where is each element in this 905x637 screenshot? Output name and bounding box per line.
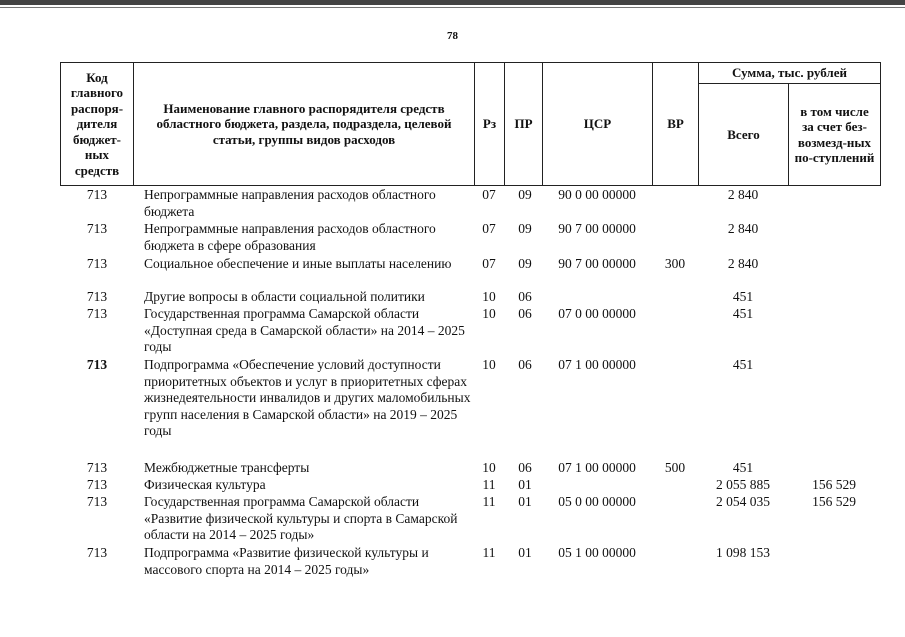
cell-code: 713 xyxy=(86,477,108,492)
cell-code: 713 xyxy=(86,357,108,372)
cell-name: Межбюджетные трансферты xyxy=(144,460,310,475)
cell-total: 2 840 xyxy=(727,187,759,202)
cell-csr: 07 0 00 00000 xyxy=(558,306,636,321)
cell-total: 2 840 xyxy=(727,256,759,271)
cell-pr: 01 xyxy=(518,545,532,560)
header-csr: ЦСР xyxy=(542,62,653,186)
header-sum: Сумма, тыс. рублей xyxy=(698,62,881,84)
cell-pr: 09 xyxy=(518,187,532,202)
cell-pr: 06 xyxy=(518,460,532,475)
cell-name: Непрограммные направления расходов областного бюджета xyxy=(144,187,436,219)
cell-total: 451 xyxy=(732,460,754,475)
cell-name: Непрограммные направления расходов областного бюджета в сфере образования xyxy=(144,221,436,253)
cell-name: Физическая культура xyxy=(144,477,266,492)
cell-csr: 07 1 00 00000 xyxy=(558,357,636,372)
cell-code: 713 xyxy=(86,494,108,509)
header-code: Код главного распоря-дителя бюджет-ных средств xyxy=(60,62,134,186)
cell-code: 713 xyxy=(86,221,108,236)
cell-rz: 07 xyxy=(482,221,496,236)
cell-name: Государственная программа Самарской области «Доступная среда в Самарской области» на 2014 – 2025 годы xyxy=(144,306,465,354)
cell-rz: 10 xyxy=(482,306,496,321)
cell-csr: 07 1 00 00000 xyxy=(558,460,636,475)
cell-pr: 09 xyxy=(518,221,532,236)
cell-name: Государственная программа Самарской области «Развитие физической культуры и спорта в Самарской области на 2014 – 2025 годы» xyxy=(144,494,458,542)
top-border-line xyxy=(0,0,905,5)
header-pr: ПР xyxy=(504,62,543,186)
cell-name: Другие вопросы в области социальной политики xyxy=(144,289,425,304)
cell-total: 451 xyxy=(732,357,754,372)
cell-rz: 07 xyxy=(482,256,496,271)
header-name: Наименование главного распорядителя средств областного бюджета, раздела, подраздела, целевой статьи, группы видов расходов xyxy=(133,62,475,186)
cell-free: 156 529 xyxy=(812,494,856,509)
cell-rz: 07 xyxy=(482,187,496,202)
cell-total: 451 xyxy=(732,289,754,304)
cell-rz: 11 xyxy=(482,477,496,492)
cell-csr: 05 0 00 00000 xyxy=(558,494,636,509)
cell-vr: 500 xyxy=(664,460,686,475)
cell-name: Социальное обеспечение и иные выплаты населению xyxy=(144,256,452,271)
cell-total: 1 098 153 xyxy=(716,545,770,560)
cell-pr: 01 xyxy=(518,494,532,509)
cell-pr: 09 xyxy=(518,256,532,271)
cell-csr: 90 7 00 00000 xyxy=(558,256,636,271)
cell-total: 2 840 xyxy=(727,221,759,236)
cell-rz: 11 xyxy=(482,545,496,560)
cell-pr: 06 xyxy=(518,306,532,321)
header-rz: Рз xyxy=(474,62,505,186)
cell-csr: 90 7 00 00000 xyxy=(558,221,636,236)
cell-pr: 06 xyxy=(518,357,532,372)
cell-code: 713 xyxy=(86,256,108,271)
cell-total: 2 055 885 xyxy=(716,477,770,492)
cell-csr: 05 1 00 00000 xyxy=(558,545,636,560)
cell-vr: 300 xyxy=(664,256,686,271)
header-total: Всего xyxy=(698,83,789,186)
header-vr: ВР xyxy=(652,62,699,186)
top-border-line-thin xyxy=(0,7,905,8)
cell-pr: 01 xyxy=(518,477,532,492)
cell-total: 2 054 035 xyxy=(716,494,770,509)
cell-code: 713 xyxy=(86,306,108,321)
page-number: 78 xyxy=(447,30,458,42)
cell-rz: 10 xyxy=(482,289,496,304)
cell-name: Подпрограмма «Развитие физической культуры и массового спорта на 2014 – 2025 годы» xyxy=(144,545,429,577)
header-free: в том числе за счет без-возмезд-ных по-ступлений xyxy=(788,83,881,186)
cell-name: Подпрограмма «Обеспечение условий доступности приоритетных объектов и услуг в приоритетных сферах жизнедеятельности инвалидов и других маломобильных групп населения в Самарской области» на 2019 – 2025 годы xyxy=(144,357,471,438)
cell-free: 156 529 xyxy=(812,477,856,492)
cell-pr: 06 xyxy=(518,289,532,304)
cell-rz: 10 xyxy=(482,460,496,475)
cell-csr: 90 0 00 00000 xyxy=(558,187,636,202)
cell-code: 713 xyxy=(86,545,108,560)
cell-code: 713 xyxy=(86,460,108,475)
cell-code: 713 xyxy=(86,289,108,304)
cell-rz: 10 xyxy=(482,357,496,372)
cell-code: 713 xyxy=(86,187,108,202)
cell-total: 451 xyxy=(732,306,754,321)
cell-rz: 11 xyxy=(482,494,496,509)
